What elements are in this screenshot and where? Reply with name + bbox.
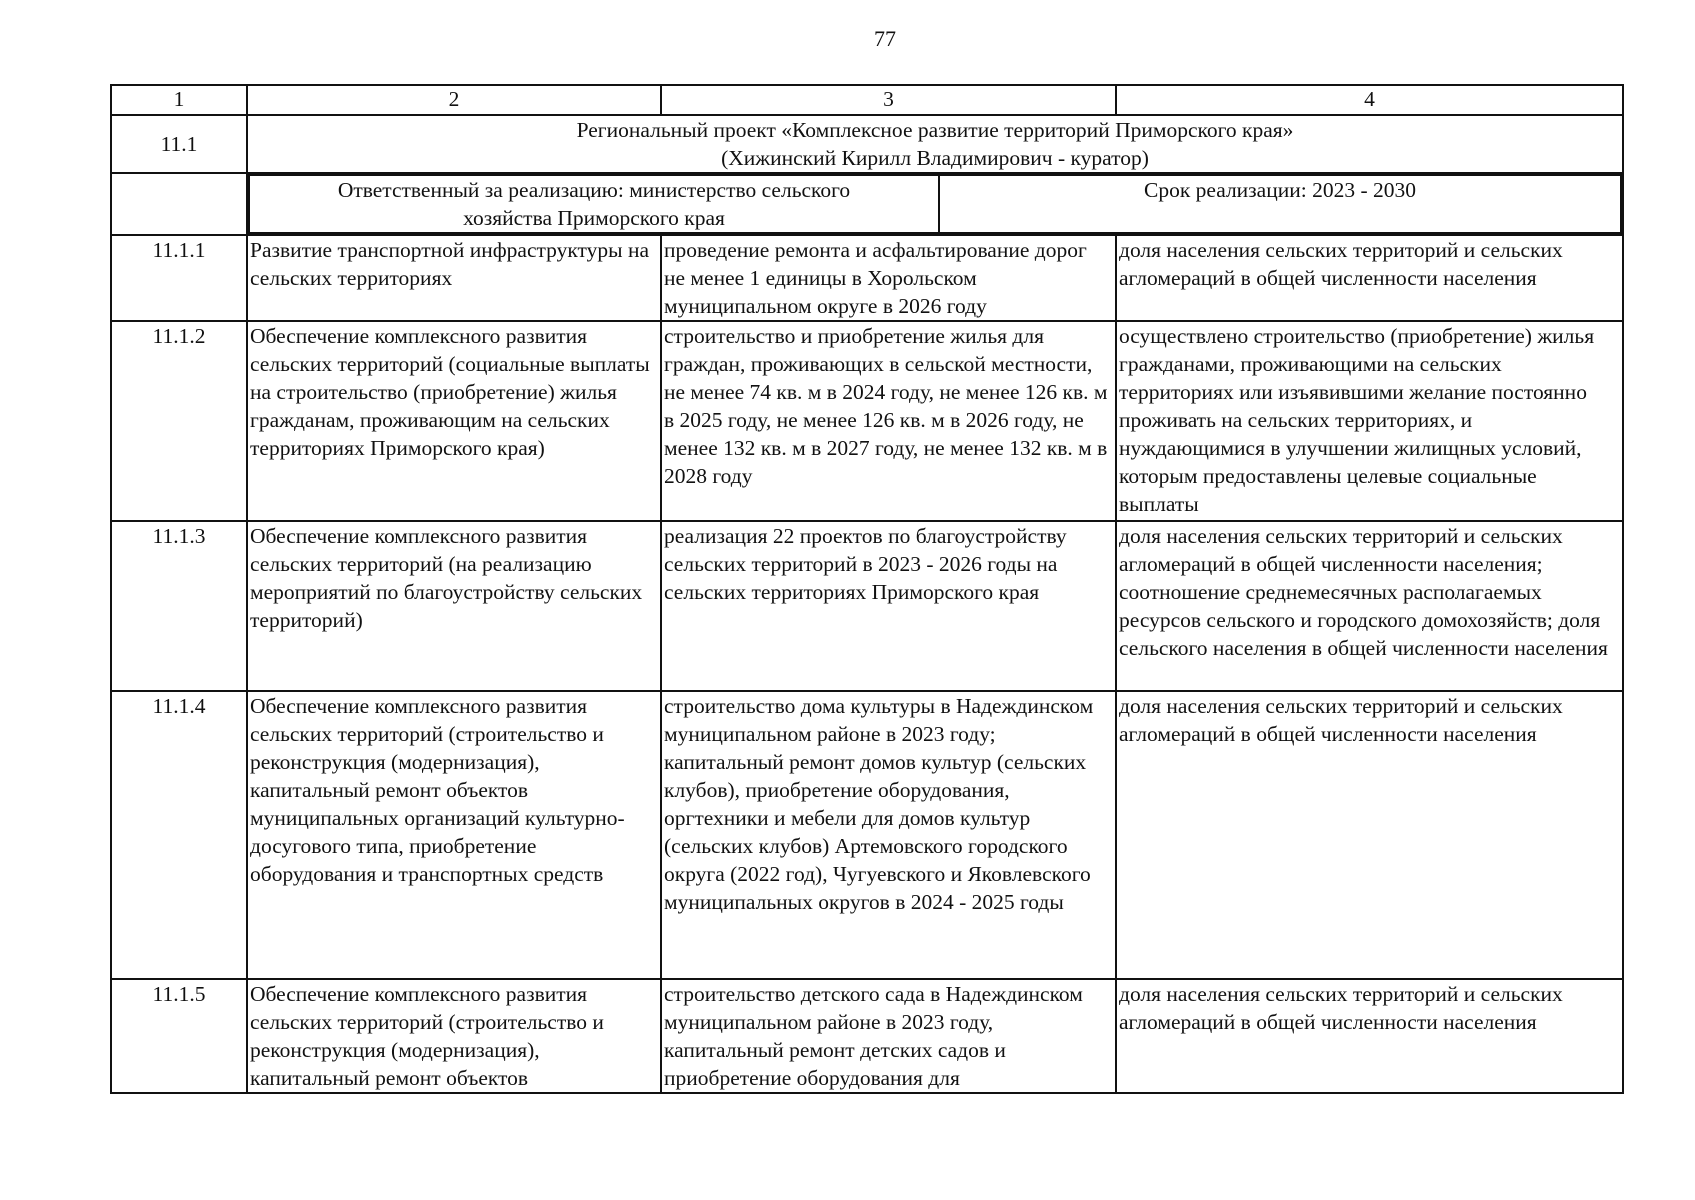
- column-header-3: 3: [661, 85, 1116, 115]
- project-row: [111, 115, 1623, 173]
- row-result: строительство детского сада в Надеждинском муниципальном районе в 2023 году, капитальный ремонт детских садов и приобретение оборудования для: [661, 979, 1116, 1093]
- column-number-row: [111, 85, 1623, 115]
- row-result: реализация 22 проектов по благоустройству сельских территорий в 2023 - 2026 годы на сельских территориях Приморского края: [661, 521, 1116, 691]
- project-code: 11.1: [111, 115, 247, 173]
- program-table: [110, 84, 1624, 1094]
- table-row: [111, 979, 1623, 1093]
- page-number: 77: [874, 26, 896, 51]
- row-indicator: доля населения сельских территорий и сельских агломераций в общей численности населения: [1116, 235, 1623, 321]
- row-task: Обеспечение комплексного развития сельских территорий (строительство и реконструкция (модернизация), капитальный ремонт объектов: [247, 979, 661, 1093]
- table-row: [111, 321, 1623, 521]
- responsible-empty-cell: [111, 173, 247, 235]
- row-task: Обеспечение комплексного развития сельских территорий (социальные выплаты на строительство (приобретение) жилья гражданам, проживающим на сельских территориях Приморского края): [247, 321, 661, 521]
- row-code: 11.1.2: [111, 321, 247, 521]
- row-indicator: доля населения сельских территорий и сельских агломераций в общей численности населения: [1116, 979, 1623, 1093]
- row-result: проведение ремонта и асфальтирование дорог не менее 1 единицы в Хорольском муниципальном округе в 2026 году: [661, 235, 1116, 321]
- row-task: Обеспечение комплексного развития сельских территорий (строительство и реконструкция (модернизация), капитальный ремонт объектов муниципальных организаций культурно-досугового типа, приобретение оборудования и транспортных средств: [247, 691, 661, 979]
- column-header-1: 1: [111, 85, 247, 115]
- responsible-text: Ответственный за реализацию: министерство сельского хозяйства Приморского края: [249, 175, 939, 233]
- row-indicator: доля населения сельских территорий и сельских агломераций в общей численности населения: [1116, 691, 1623, 979]
- column-header-4: 4: [1116, 85, 1623, 115]
- row-code: 11.1.3: [111, 521, 247, 691]
- table-row: [111, 691, 1623, 979]
- row-task: Обеспечение комплексного развития сельских территорий (на реализацию мероприятий по благоустройству сельских территорий): [247, 521, 661, 691]
- row-code: 11.1.4: [111, 691, 247, 979]
- responsible-row: [111, 173, 1623, 235]
- table-row: [111, 521, 1623, 691]
- project-title-cell: [247, 115, 1623, 173]
- row-indicator: доля населения сельских территорий и сельских агломераций в общей численности населения; соотношение среднемесячных располагаемых ресурсов сельского и городского домохозяйств; доля сельского населения в общей численности населения: [1116, 521, 1623, 691]
- row-indicator: осуществлено строительство (приобретение) жилья гражданами, проживающими на сельских территориях или изъявившими желание постоянно проживать на сельских территориях, и нуждающимися в улучшении жилищных условий, которым предоставлены целевые социальные выплаты: [1116, 321, 1623, 521]
- row-result: строительство и приобретение жилья для граждан, проживающих в сельской местности, не менее 74 кв. м в 2024 году, не менее 126 кв. м в 2025 году, не менее 126 кв. м в 2026 году, не менее 132 кв. м в 2027 году, не менее 132 кв. м в 2028 году: [661, 321, 1116, 521]
- term-text: Срок реализации: 2023 - 2030: [939, 175, 1621, 233]
- row-code: 11.1.1: [111, 235, 247, 321]
- row-task: Развитие транспортной инфраструктуры на сельских территориях: [247, 235, 661, 321]
- column-header-2: 2: [247, 85, 661, 115]
- project-curator: (Хижинский Кирилл Владимирович - куратор): [721, 146, 1149, 170]
- row-result: строительство дома культуры в Надеждинском муниципальном районе в 2023 году; капитальный ремонт домов культур (сельских клубов), приобретение оборудования, оргтехники и мебели для домов культур (сельских клубов) Артемовского городского округа (2022 год), Чугуевского и Яковлевского муниципальных округов в 2024 - 2025 годы: [661, 691, 1116, 979]
- project-title: Региональный проект «Комплексное развитие территорий Приморского края»: [576, 118, 1294, 142]
- responsible-cell: [247, 173, 1623, 235]
- table-row: [111, 235, 1623, 321]
- row-code: 11.1.5: [111, 979, 247, 1093]
- responsible-split: [248, 174, 1622, 234]
